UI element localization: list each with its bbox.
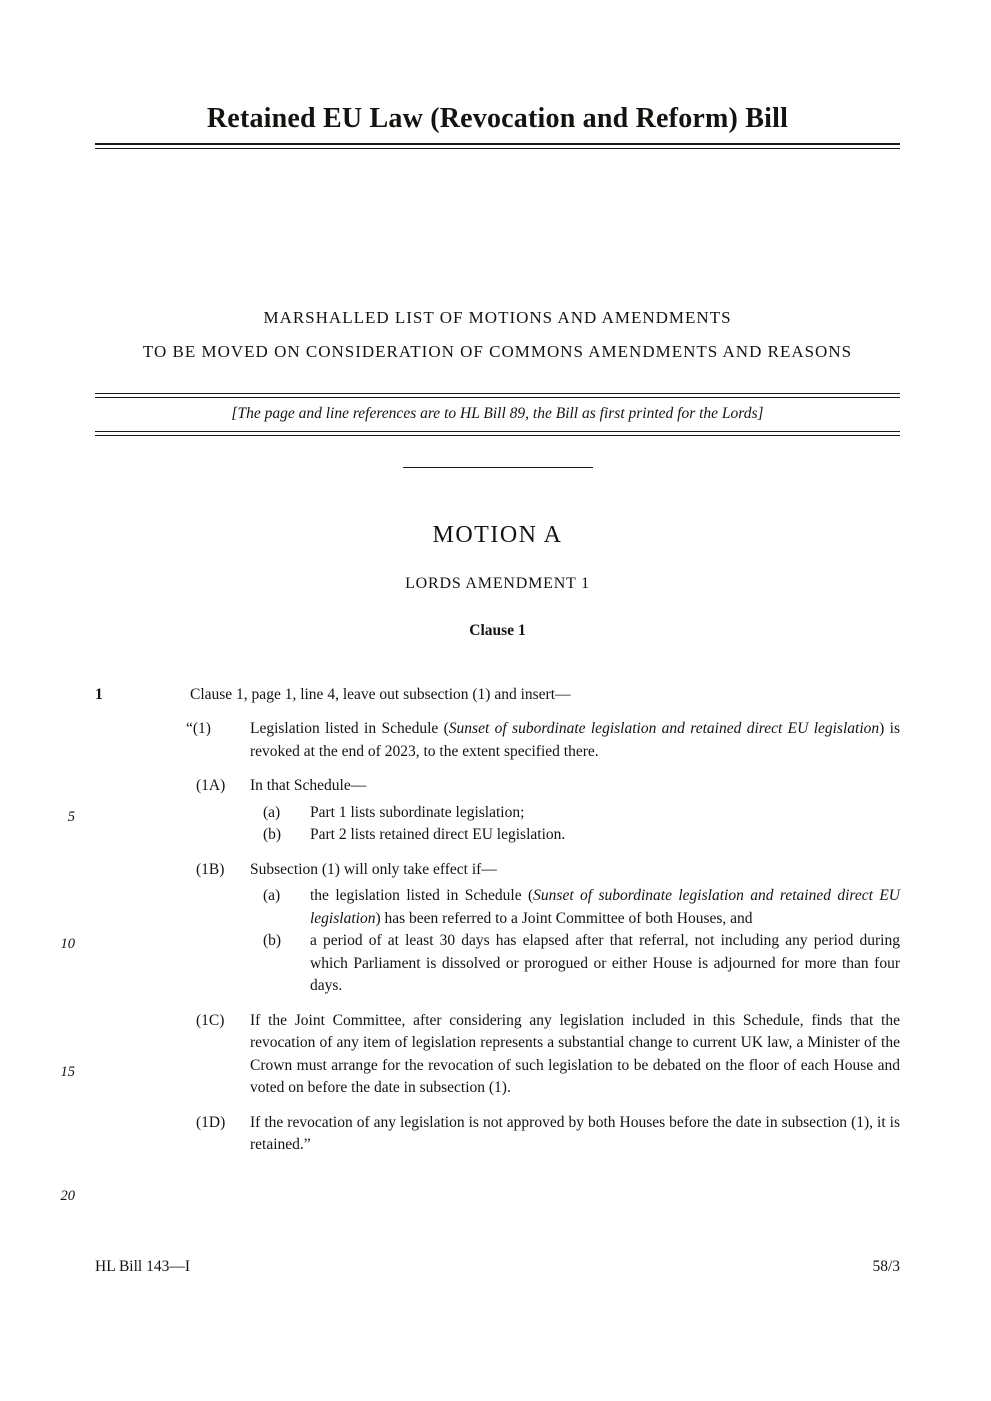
item-a-text: [310, 885, 900, 930]
subsection-1C: [196, 1010, 900, 1100]
subsection-1A-label: (1A): [196, 777, 226, 794]
subsection-1D: [196, 1112, 900, 1157]
note-bottom-rule-a: [95, 431, 900, 432]
lords-amendment-heading: LORDS AMENDMENT 1: [405, 574, 590, 592]
subsection-1B: [196, 859, 900, 998]
subsection-1-seg-b: ) is revoked at the end of 2023, to the extent specified there.: [250, 720, 900, 760]
amendment-instruction: Clause 1, page 1, line 4, leave out subsection (1) and insert—: [190, 685, 571, 703]
list-item: [250, 824, 900, 847]
note-top-rule-a: [95, 393, 900, 394]
subsection-1B-items: [250, 885, 900, 998]
reference-note: [The page and line references are to HL Bill 89, the Bill as first printed for the Lords]: [231, 404, 764, 422]
subsection-1A-text: In that Schedule—: [250, 777, 367, 794]
subsection-1C-label: (1C): [196, 1011, 225, 1029]
item-a-seg-b: ) has been referred to a Joint Committee of both Houses, and: [375, 909, 753, 927]
amendment-1: [95, 684, 900, 1157]
clause-heading: Clause 1: [469, 621, 526, 639]
amendment-number: 1: [95, 685, 103, 703]
item-a-seg-a: the legislation listed in Schedule (: [310, 887, 534, 904]
subsection-1A-items: [250, 802, 900, 847]
subsection-1C-text: If the Joint Committee, after considering any legislation included in this Schedule, finds that the revocation of any item of legislation represents a substantial change to current UK law, a Minister of the Crown must arrange for the revocation of such legislation to be debated on the floor of each House and voted on before the date in subsection (1).: [250, 1011, 900, 1096]
list-item: [250, 802, 900, 825]
title-rule-light: [95, 148, 900, 149]
amendment-instruction-row: [95, 684, 900, 707]
subsection-1-text: [250, 718, 900, 763]
item-a-label: (a): [263, 887, 281, 904]
subsection-1B-label: (1B): [196, 860, 225, 878]
note-bottom-rule-b: [95, 435, 900, 436]
list-item: [250, 885, 900, 930]
item-a-label: (a): [263, 803, 281, 821]
title-double-rule: [95, 143, 900, 149]
subsection-1B-text: Subsection (1) will only take effect if—: [250, 860, 497, 878]
item-b-label: (b): [263, 826, 282, 843]
subsection-1-seg-a: Legislation listed in Schedule (: [250, 720, 449, 737]
margin-line-number-20: 20: [60, 1188, 75, 1204]
section-divider-rule: [403, 467, 593, 468]
marshalled-list-line2: TO BE MOVED ON CONSIDERATION OF COMMONS AMENDMENTS AND REASONS: [142, 341, 853, 361]
margin-line-number-5: 5: [67, 809, 75, 825]
reference-note-box: [95, 393, 900, 436]
subsection-1B-body: [250, 859, 900, 998]
page-content: [95, 0, 900, 1157]
title-rule-heavy: [95, 143, 900, 145]
subsection-1A: [196, 775, 900, 847]
subsection-1A-body: [250, 775, 900, 847]
footer-bill-reference: HL Bill 143—I: [95, 1258, 191, 1275]
subsection-1-label: “(1): [186, 720, 211, 737]
subsection-1-schedule-title: Sunset of subordinate legislation and retained direct EU legislation: [448, 720, 880, 737]
margin-line-number-10: 10: [60, 936, 75, 952]
marshalled-list-line1: MARSHALLED LIST OF MOTIONS AND AMENDMENTS: [263, 307, 732, 327]
subsection-1D-label: (1D): [196, 1113, 226, 1131]
subsection-1: [186, 718, 900, 763]
item-b-label: (b): [263, 932, 282, 949]
margin-line-number-15: 15: [60, 1064, 75, 1080]
item-a-text: Part 1 lists subordinate legislation;: [310, 803, 525, 821]
subsection-1D-text: If the revocation of any legislation is not approved by both Houses before the date in subsection (1), it is retained.”: [250, 1113, 900, 1153]
footer-page-code: 58/3: [872, 1258, 900, 1275]
bill-title: Retained EU Law (Revocation and Reform) Bill: [206, 103, 789, 134]
item-a-schedule-title: Sunset of subordinate legislation and retained direct EU legislation: [310, 887, 901, 927]
marshalled-list-heading: [95, 301, 900, 369]
item-b-text: Part 2 lists retained direct EU legislation.: [310, 826, 566, 843]
motion-a-heading: MOTION A: [432, 521, 563, 548]
page-footer: [95, 1256, 900, 1277]
list-item: [250, 930, 900, 998]
item-b-text: a period of at least 30 days has elapsed after that referral, not including any period during which Parliament is dissolved or prorogued or either House is adjourned for more than four days.: [310, 932, 900, 994]
